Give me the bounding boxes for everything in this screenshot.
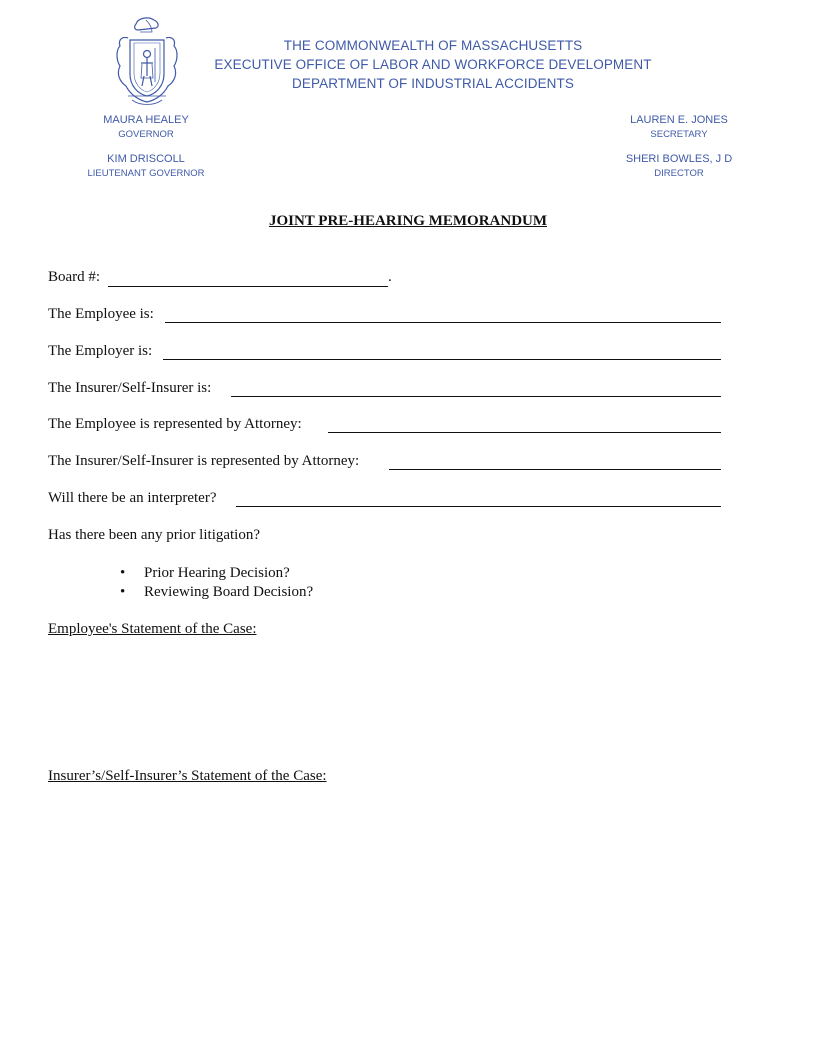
employee-statement-heading: Employee's Statement of the Case:	[48, 621, 257, 637]
employee-attorney-label: The Employee is represented by Attorney:	[48, 416, 302, 432]
board-number-period: .	[388, 269, 392, 285]
employer-label: The Employer is:	[48, 343, 153, 359]
official-lt-governor	[56, 153, 236, 179]
employer-field[interactable]	[163, 359, 721, 360]
insurer-statement-heading: Insurer’s/Self-Insurer’s Statement of the Case:	[48, 768, 327, 784]
prior-litigation-question: Has there been any prior litigation?	[48, 527, 261, 543]
official-title: GOVERNOR	[118, 129, 174, 140]
official-director	[589, 153, 769, 179]
document-title: JOINT PRE-HEARING MEMORANDUM	[268, 213, 548, 229]
list-item-label: Reviewing Board Decision?	[144, 584, 314, 600]
official-secretary	[589, 114, 769, 140]
list-item	[120, 584, 313, 603]
interpreter-label: Will there be an interpreter?	[48, 490, 217, 506]
board-number-field[interactable]	[108, 286, 388, 287]
insurer-label: The Insurer/Self-Insurer is:	[48, 380, 212, 396]
insurer-attorney-field[interactable]	[389, 469, 721, 470]
agency-line-commonwealth: THE COMMONWEALTH OF MASSACHUSETTS	[283, 38, 583, 53]
official-governor	[56, 114, 236, 140]
list-item-label: Prior Hearing Decision?	[144, 565, 290, 581]
official-title: DIRECTOR	[654, 168, 704, 179]
official-name: SHERI BOWLES, J D	[625, 153, 733, 165]
list-item	[120, 565, 313, 584]
agency-line-department: DEPARTMENT OF INDUSTRIAL ACCIDENTS	[292, 76, 574, 91]
official-name: LAUREN E. JONES	[630, 114, 728, 126]
official-title: LIEUTENANT GOVERNOR	[87, 168, 205, 179]
insurer-field[interactable]	[231, 396, 721, 397]
official-name: KIM DRISCOLL	[107, 153, 185, 165]
employee-field[interactable]	[165, 322, 721, 323]
bullet-icon: •	[120, 584, 126, 600]
board-number-label: Board #:	[48, 269, 101, 285]
official-name: MAURA HEALEY	[103, 114, 189, 126]
bullet-icon: •	[120, 565, 126, 581]
insurer-attorney-label: The Insurer/Self-Insurer is represented by Attorney:	[48, 453, 360, 469]
interpreter-field[interactable]	[236, 506, 721, 507]
employee-attorney-field[interactable]	[328, 432, 721, 433]
prior-litigation-list	[120, 565, 313, 603]
massachusetts-seal-icon	[108, 16, 186, 108]
agency-line-executive-office: EXECUTIVE OFFICE OF LABOR AND WORKFORCE DEVELOPMENT	[214, 57, 652, 72]
official-title: SECRETARY	[650, 129, 708, 140]
employee-label: The Employee is:	[48, 306, 154, 322]
